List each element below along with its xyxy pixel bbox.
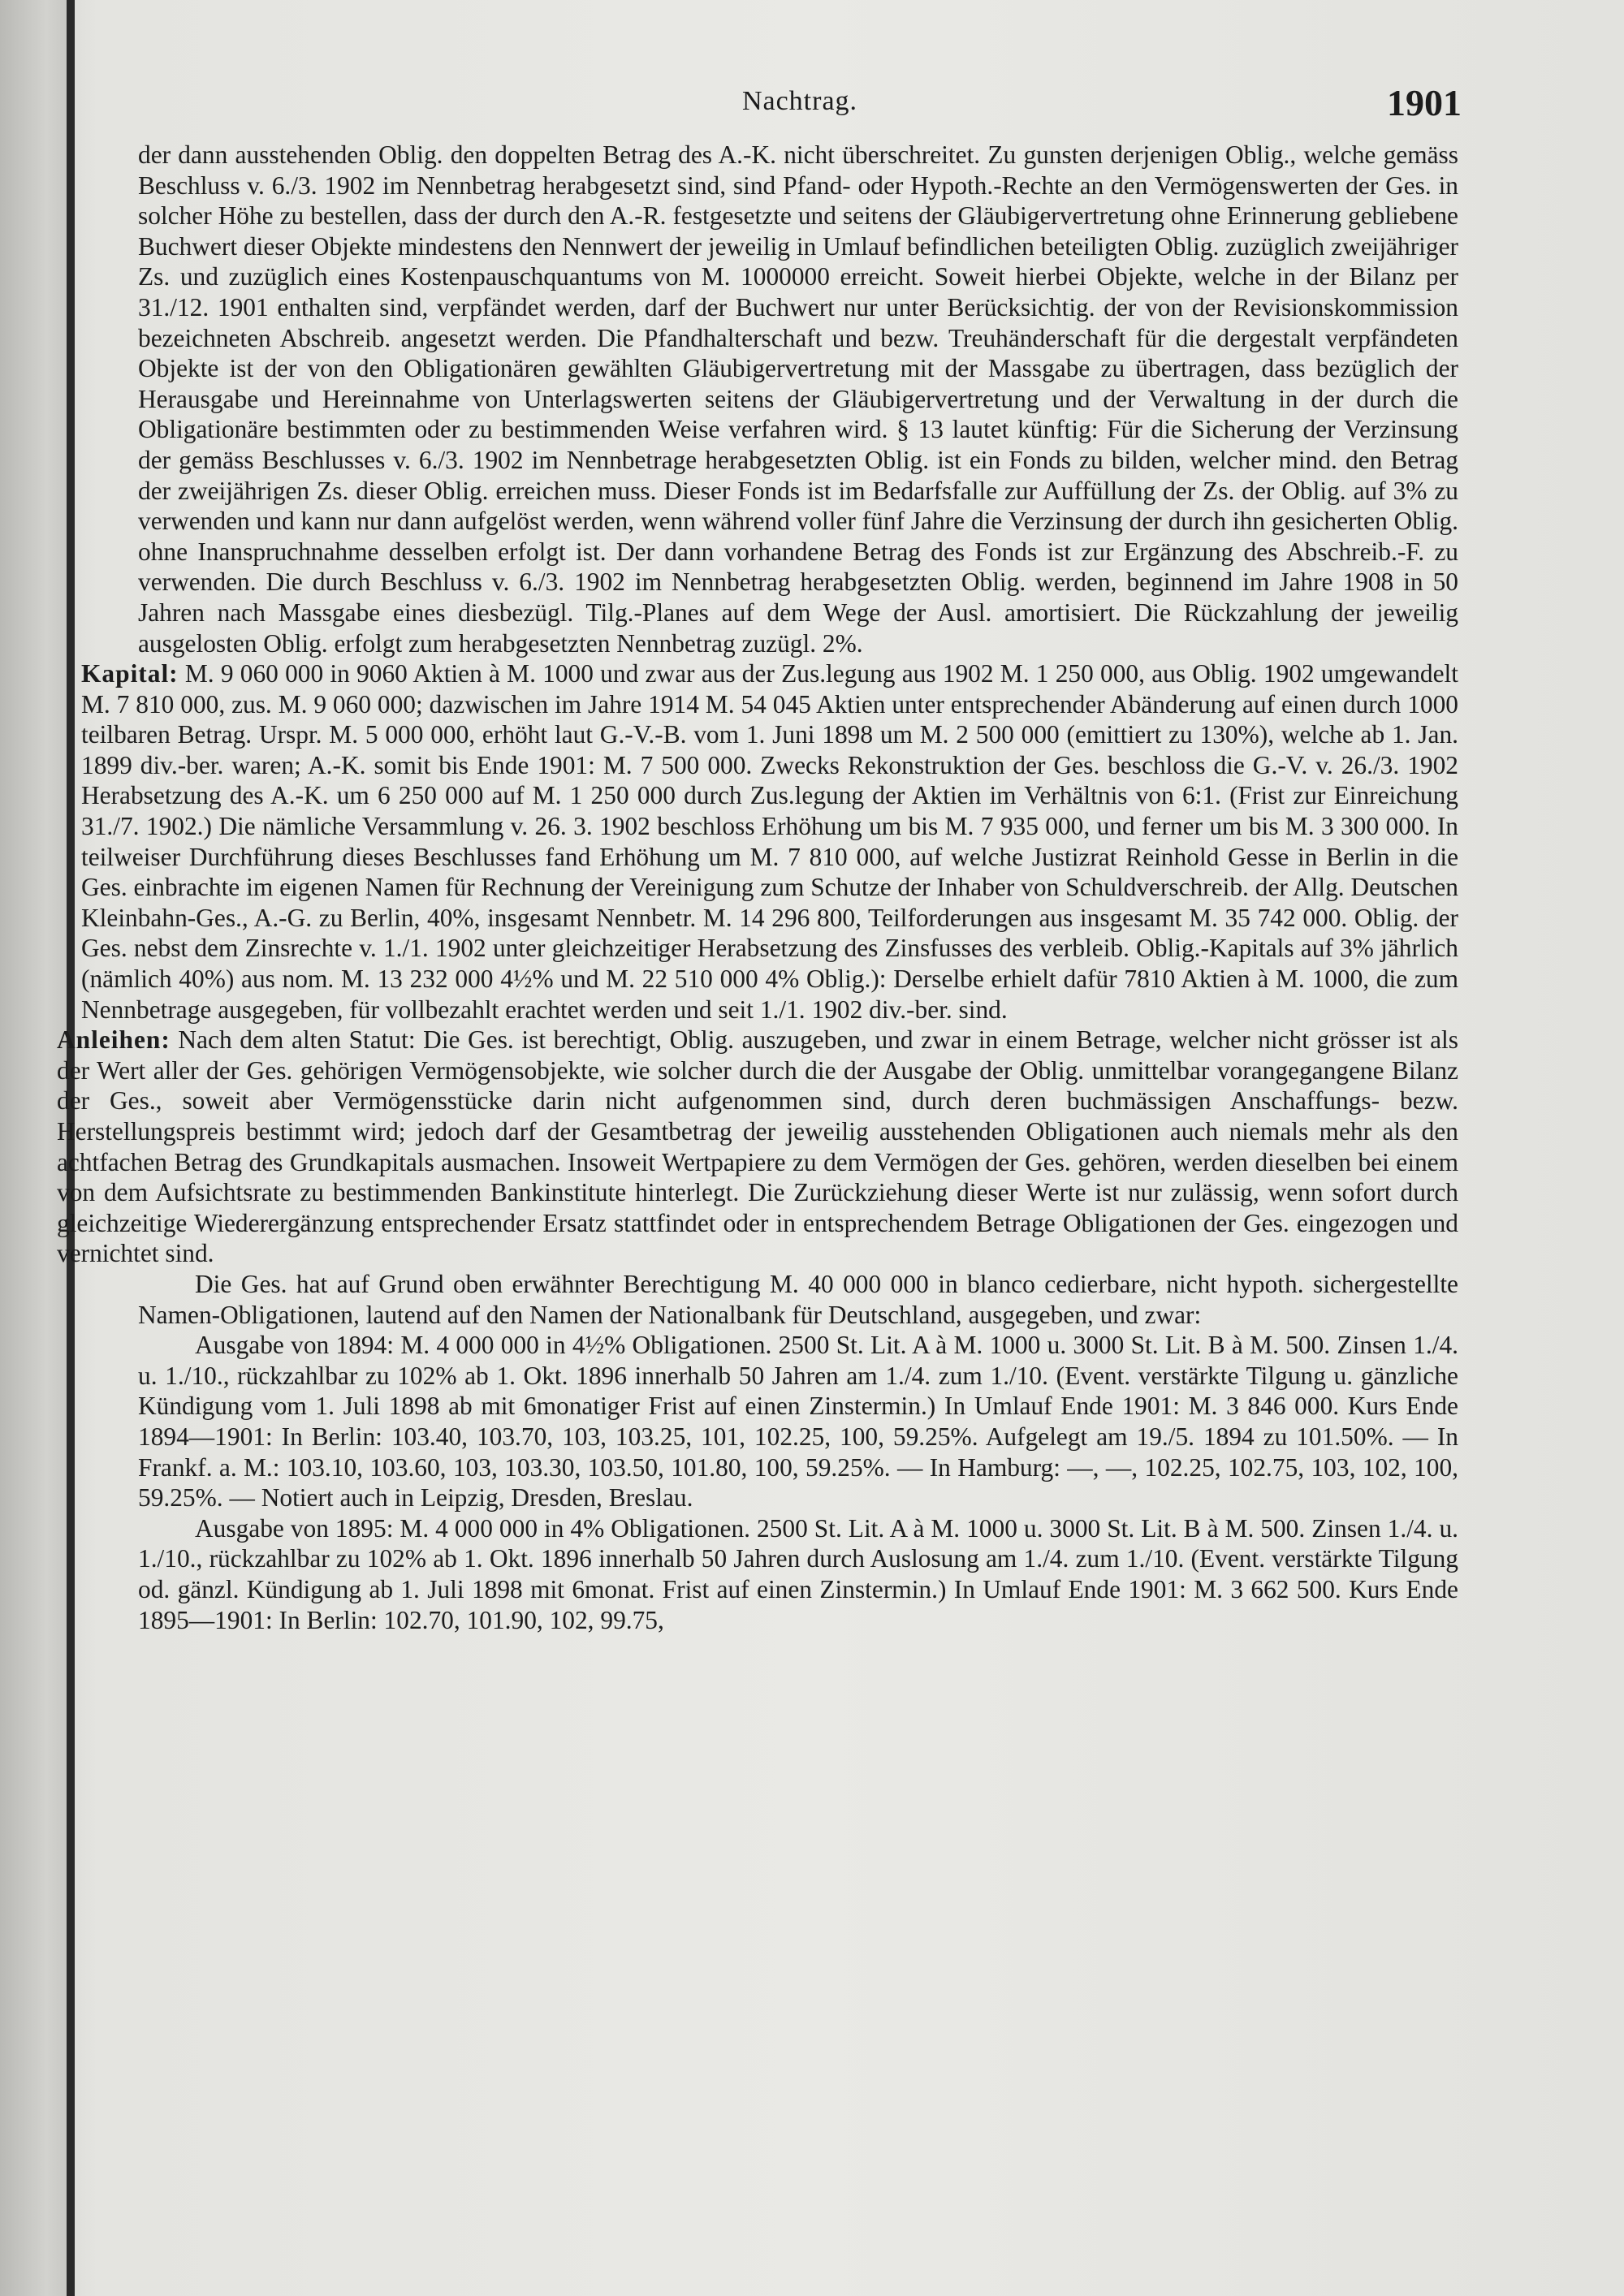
paragraph-issuance-intro: Die Ges. hat auf Grund oben erwähnter Berechtigung M. 40 000 000 in blanco cedierbare, nicht hypoth. sichergestellte Namen-Obligationen, lautend auf den Namen der Nationalbank für Deutschland, ausgegeben, und zwar: [138, 1269, 1458, 1329]
running-head [138, 81, 1462, 130]
section-text-kapital: M. 9 060 000 in 9060 Aktien à M. 1000 und zwar aus der Zus.legung aus 1902 M. 1 250 000, aus Oblig. 1902 umgewandelt M. 7 810 000, zus. M. 9 060 000; dazwischen im Jahre 1914 M. 54 045 Aktien unter entsprechender Abänderung auf einen durch 1000 teilbaren Betrag. Urspr. M. 5 000 000, erhöht laut G.-V.-B. vom 1. Juni 1898 um M. 2 500 000 (emittiert zu 130%), welche ab 1. Jan. 1899 div.-ber. waren; A.-K. somit bis Ende 1901: M. 7 500 000. Zwecks Rekonstruktion der Ges. beschloss die G.-V. v. 26./3. 1902 Herabsetzung des A.-K. um 6 250 000 auf M. 1 250 000 durch Zus.legung der Aktien im Verhältnis von 6:1. (Frist zur Einreichung 31./7. 1902.) Die nämliche Versammlung v. 26. 3. 1902 beschloss Erhöhung um bis M. 7 935 000, und ferner um bis M. 3 300 000. In teilweiser Durchführung dieses Beschlusses fand Erhöhung um M. 7 810 000, auf welche Justizrat Reinhold Gesse in Berlin in die Ges. einbrachte im eigenen Namen für Rechnung der Vereinigung zum Schutze der Inhaber von Schuldverschreib. der Allg. Deutschen Kleinbahn-Ges., A.-G. zu Berlin, 40%, insgesamt Nennbetr. M. 14 296 800, Teilforderungen aus insgesamt M. 35 742 000. Oblig. der Ges. nebst dem Zinsrechte v. 1./1. 1902 unter gleichzeitiger Herabsetzung des Zinsfusses des verbleib. Oblig.-Kapitals auf 3% jährlich (nämlich 40%) aus nom. M. 13 232 000 4½% und M. 22 510 000 4% Oblig.): Derselbe erhielt dafür 7810 Aktien à M. 1000, die zum Nennbetrage ausgegeben, für vollbezahlt erachtet werden und seit 1./1. 1902 div.-ber. sind. [81, 659, 1458, 1024]
section-anleihen [57, 1025, 1458, 1269]
section-kapital [81, 658, 1458, 1025]
running-title: Nachtrag. [741, 86, 858, 116]
body-text [57, 140, 1458, 1635]
section-label-kapital: Kapital: [81, 659, 179, 688]
section-label-anleihen: Anleihen: [57, 1025, 171, 1055]
paragraph-bond-terms: der dann ausstehenden Oblig. den doppelten Betrag des A.-K. nicht überschreitet. Zu gunsten derjenigen Oblig., welche gemäss Beschluss v. 6./3. 1902 im Nennbetrag herabgesetzt sind, sind Pfand- oder Hypoth.-Rechte an den Vermögenswerten der Ges. in solcher Höhe zu bestellen, dass der durch den A.-R. festgesetzte und seitens der Gläubigervertretung ohne Erinnerung gebliebene Buchwert dieser Objekte mindestens den Nennwert der jeweilig in Umlauf befindlichen beteiligten Oblig. zuzüglich zweijähriger Zs. und zuzüglich eines Kostenpauschquantums von M. 1000000 erreicht. Soweit hierbei Objekte, welche in der Bilanz per 31./12. 1901 enthalten sind, verpfändet werden, darf der Buchwert nur unter Berücksichtig. der von der Revisionskommission bezeichneten Abschreib. angesetzt werden. Die Pfandhalterschaft und bezw. Treuhänderschaft für die dergestalt verpfändeten Objekte ist der von den Obligationären gewählten Gläubigervertretung mit der Massgabe zu übertragen, dass bezüglich der Herausgabe und Hereinnahme von Unterlagswerten seitens der Gläubigervertretung und der Verwaltung in der durch die Obligationäre bestimmten oder zu bestimmenden Weise verfahren wird. § 13 lautet künftig: Für die Sicherung der Verzinsung der gemäss Beschlusses v. 6./3. 1902 im Nennbetrage herabgesetzten Oblig. ist ein Fonds zu bilden, welcher mind. den Betrag der zweijährigen Zs. dieser Oblig. erreichen muss. Dieser Fonds ist im Bedarfsfalle zur Auffüllung der Zs. der Oblig. auf 3% zu verwenden und kann nur dann aufgelöst werden, wenn während voller fünf Jahre die Verzinsung der durch ihn gesicherten Oblig. ohne Inanspruchnahme desselben erfolgt ist. Der dann vorhandene Betrag des Fonds ist zur Ergänzung des Abschreib.-F. zu verwenden. Die durch Beschluss v. 6./3. 1902 im Nennbetrag herabgesetzten Oblig. werden, beginnend im Jahre 1908 in 50 Jahren nach Massgabe eines diesbezügl. Tilg.-Planes auf dem Wege der Ausl. amortisiert. Die Rückzahlung der jeweilig ausgelosten Oblig. erfolgt zum herabgesetzten Nennbetrag zuzügl. 2%. [138, 140, 1458, 658]
section-text-anleihen: Nach dem alten Statut: Die Ges. ist berechtigt, Oblig. auszugeben, und zwar in einem Betrage, welcher nicht grösser ist als der Wert aller der Ges. gehörigen Vermögensobjekte, wie solcher durch die der Ausgabe der Oblig. unmittelbar vorangegangene Bilanz der Ges., soweit aber Vermögensstücke darin nicht aufgenommen sind, durch deren buchmässigen Anschaffungs- bezw. Herstellungspreis bestimmt wird; jedoch darf der Gesamtbetrag der jeweilig ausstehenden Obligationen auch niemals mehr als den achtfachen Betrag des Grundkapitals ausmachen. Insoweit Wertpapiere zu dem Vermögen der Ges. gehören, werden dieselben bei einem von dem Aufsichtsrate zu bestimmenden Bankinstitute hinterlegt. Die Zurückziehung dieser Werte ist nur zulässig, wenn sofort durch gleichzeitige Wiederergänzung entsprechender Ersatz stattfindet oder in entsprechendem Betrage Obligationen der Ges. eingezogen und vernichtet sind. [57, 1025, 1458, 1268]
paragraph-issue-1894: Ausgabe von 1894: M. 4 000 000 in 4½% Obligationen. 2500 St. Lit. A à M. 1000 u. 3000 St. Lit. B à M. 500. Zinsen 1./4. u. 1./10., rückzahlbar zu 102% ab 1. Okt. 1896 innerhalb 50 Jahren am 1./4. zum 1./10. (Event. verstärkte Tilgung u. gänzliche Kündigung vom 1. Juli 1898 ab mit 6monatiger Frist auf einen Zinstermin.) In Umlauf Ende 1901: M. 3 846 000. Kurs Ende 1894—1901: In Berlin: 103.40, 103.70, 103, 103.25, 101, 102.25, 100, 59.25%. Aufgelegt am 19./5. 1894 zu 101.50%. — In Frankf. a. M.: 103.10, 103.60, 103, 103.30, 103.50, 101.80, 100, 59.25%. — In Hamburg: —, —, 102.25, 102.75, 103, 102, 100, 59.25%. — Notiert auch in Leipzig, Dresden, Breslau. [138, 1331, 1458, 1513]
page-number: 1901 [1387, 82, 1462, 123]
paragraph-issue-1895: Ausgabe von 1895: M. 4 000 000 in 4% Obligationen. 2500 St. Lit. A à M. 1000 u. 3000 St. Lit. B à M. 500. Zinsen 1./4. u. 1./10., rückzahlbar zu 102% ab 1. Okt. 1896 innerhalb 50 Jahren durch Auslosung am 1./4. zum 1./10. (Event. verstärkte Tilgung od. gänzl. Kündigung ab 1. Juli 1898 mit 6monat. Frist auf einen Zinstermin.) In Umlauf Ende 1901: M. 3 662 500. Kurs Ende 1895—1901: In Berlin: 102.70, 101.90, 102, 99.75, [138, 1513, 1458, 1634]
